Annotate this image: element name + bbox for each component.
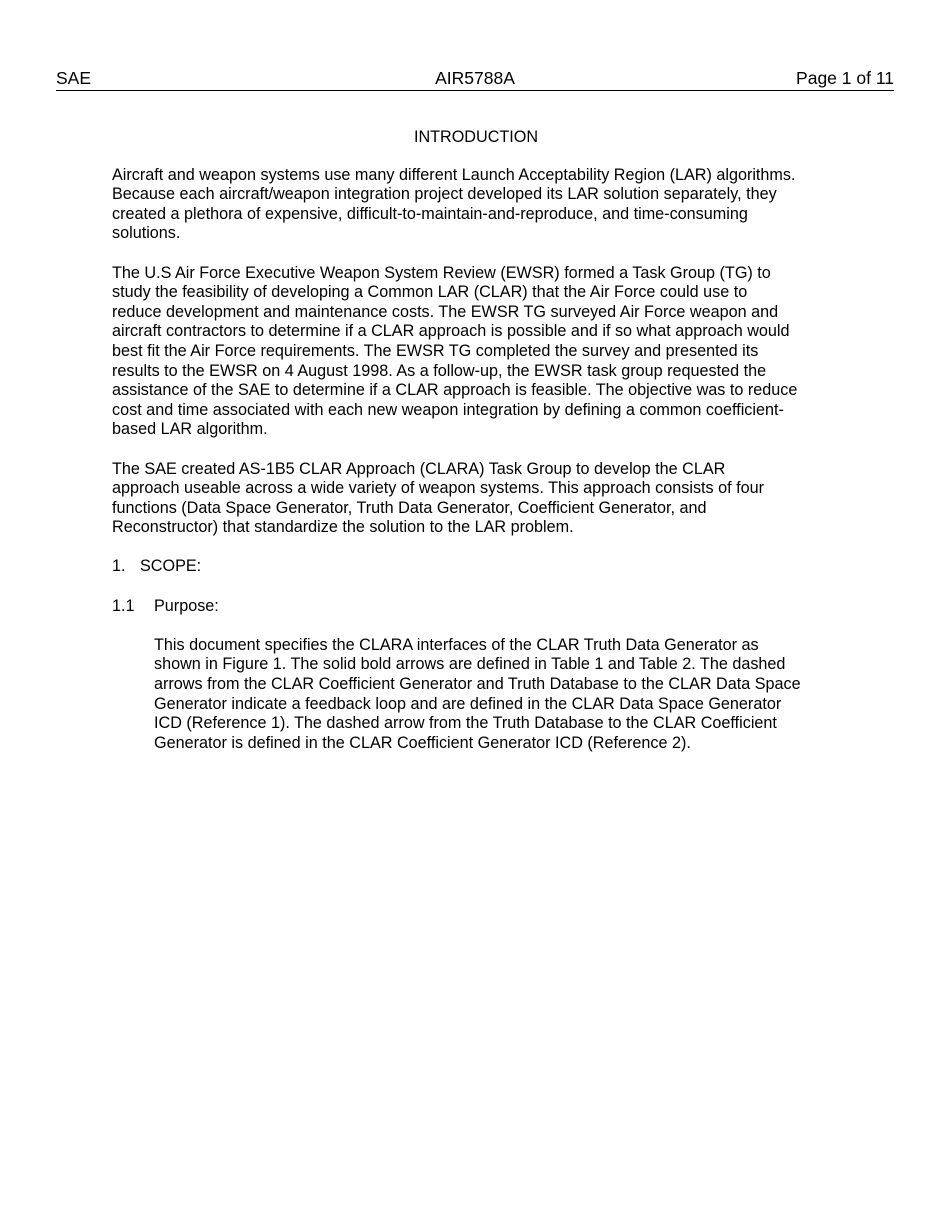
text-line: Generator is defined in the CLAR Coefficient Generator ICD (Reference 2).	[154, 733, 691, 752]
section-title: INTRODUCTION	[413, 128, 539, 146]
text-line: Aircraft and weapon systems use many different Launch Acceptability Region (LAR) algorithms.	[112, 165, 796, 184]
text-line: Because each aircraft/weapon integration project developed its LAR solution separately, they	[112, 185, 777, 204]
text-line: assistance of the SAE to determine if a CLAR approach is feasible. The objective was to reduce	[112, 381, 798, 400]
text-line: The SAE created AS-1B5 CLAR Approach (CLARA) Task Group to develop the CLAR	[112, 459, 726, 478]
heading-scope	[112, 557, 842, 577]
purpose-paragraph	[154, 636, 842, 754]
heading-number: 1.	[112, 557, 126, 576]
intro-paragraph-3	[112, 460, 842, 538]
heading-purpose	[112, 597, 842, 617]
text-line: approach useable across a wide variety of weapon systems. This approach consists of four	[112, 479, 765, 498]
text-line: based LAR algorithm.	[112, 420, 268, 439]
document-body	[112, 128, 842, 773]
intro-paragraph-1	[112, 166, 842, 244]
text-line: ICD (Reference 1). The dashed arrow from the Truth Database to the CLAR Coefficient	[154, 714, 777, 733]
text-line: aircraft contractors to determine if a CLAR approach is possible and if so what approach would	[112, 322, 790, 341]
heading-label: Purpose:	[154, 596, 219, 615]
text-line: reduce development and maintenance costs. The EWSR TG surveyed Air Force weapon and	[112, 302, 779, 321]
text-line: The U.S Air Force Executive Weapon System Review (EWSR) formed a Task Group (TG) to	[112, 263, 771, 282]
text-line: cost and time associated with each new weapon integration by defining a common coefficient-	[112, 400, 784, 419]
text-line: shown in Figure 1. The solid bold arrows are defined in Table 1 and Table 2. The dashed	[154, 655, 786, 674]
text-line: study the feasibility of developing a Common LAR (CLAR) that the Air Force could use to	[112, 283, 748, 302]
text-line: This document specifies the CLARA interfaces of the CLAR Truth Data Generator as	[154, 635, 759, 654]
text-line: created a plethora of expensive, difficult-to-maintain-and-reproduce, and time-consuming	[112, 204, 748, 223]
text-line: results to the EWSR on 4 August 1998. As a follow-up, the EWSR task group requested the	[112, 361, 767, 380]
text-line: best fit the Air Force requirements. The EWSR TG completed the survey and presented its	[112, 341, 759, 360]
text-line: functions (Data Space Generator, Truth Data Generator, Coefficient Generator, and	[112, 498, 707, 517]
text-line: Reconstructor) that standardize the solution to the LAR problem.	[112, 518, 574, 537]
heading-number: 1.1	[112, 596, 135, 615]
page-header	[56, 66, 894, 91]
heading-label: SCOPE:	[140, 557, 202, 576]
text-line: solutions.	[112, 224, 181, 243]
text-line: Generator indicate a feedback loop and are defined in the CLAR Data Space Generator	[154, 694, 782, 713]
text-line: arrows from the CLAR Coefficient Generator and Truth Database to the CLAR Data Space	[154, 675, 801, 694]
intro-paragraph-2	[112, 264, 842, 440]
header-doc-number: AIR5788A	[435, 68, 515, 88]
header-page-number: Page 1 of 11	[796, 68, 894, 88]
header-org: SAE	[56, 68, 92, 88]
